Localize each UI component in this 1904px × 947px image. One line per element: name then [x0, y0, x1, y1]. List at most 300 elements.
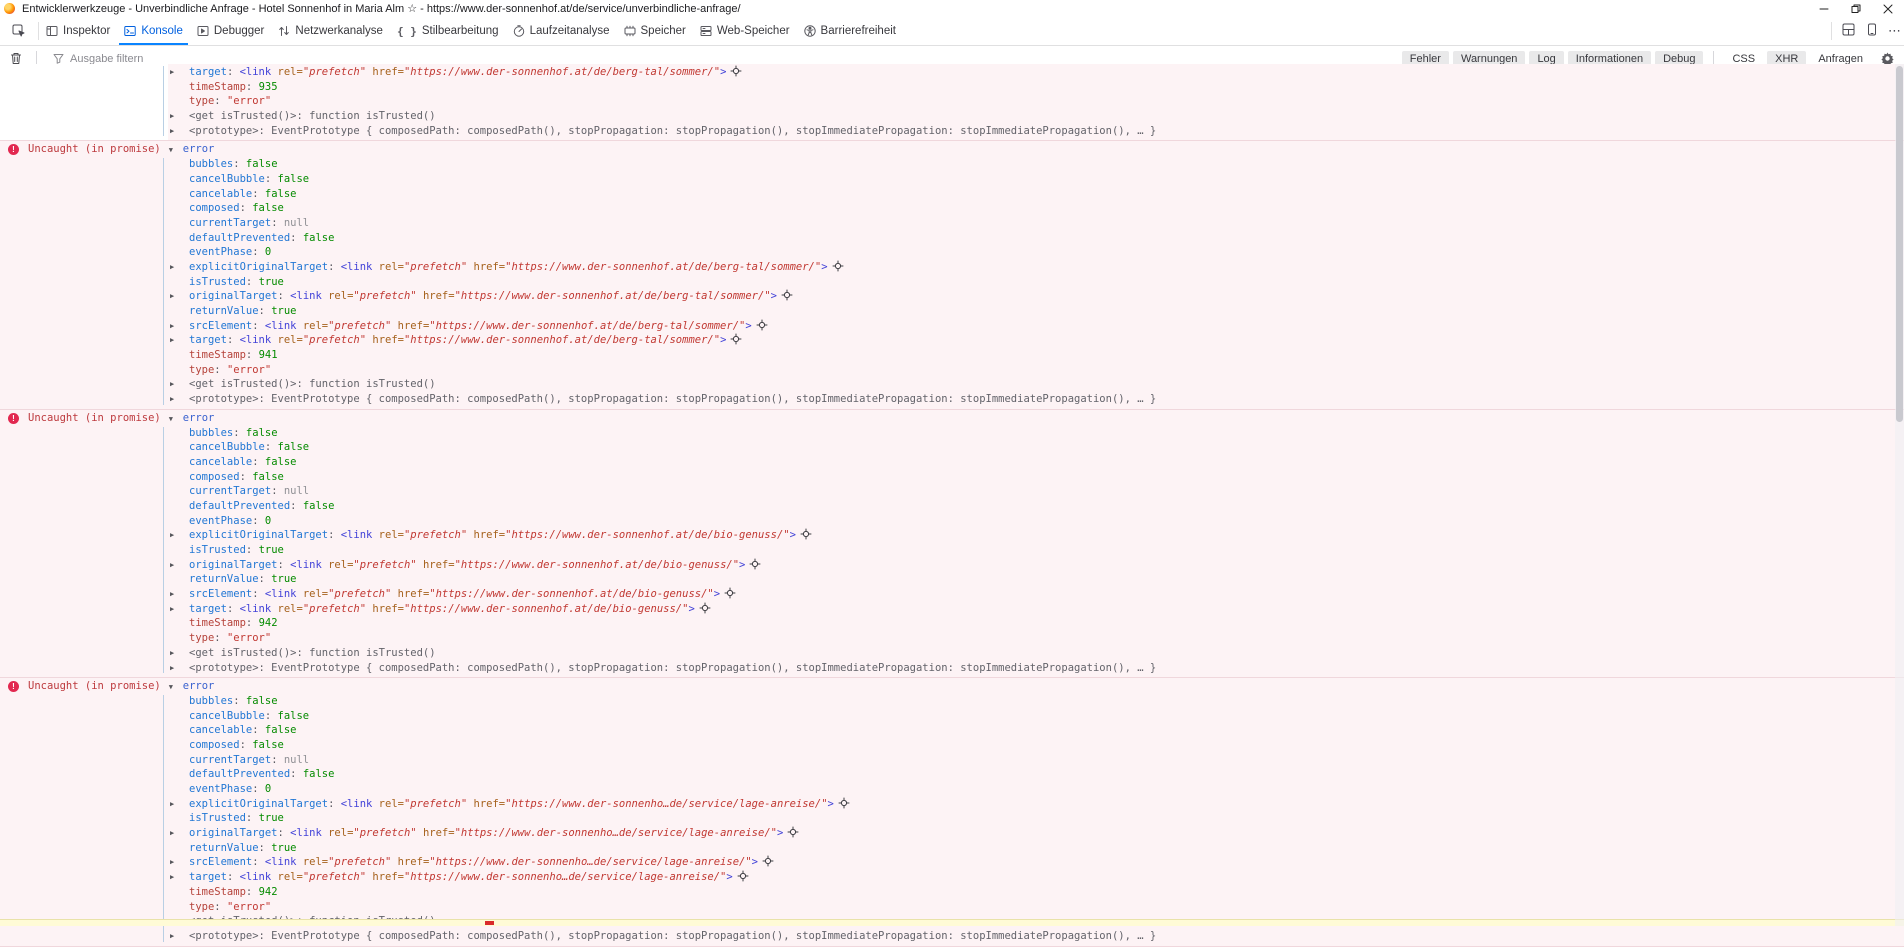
window-title: Entwicklerwerkzeuge - Unverbindliche Anfrage - Hotel Sonnenhof in Maria Alm ☆ - https://www.der-sonnenhof.at/de/service/unverbindliche-anfrage/ — [22, 3, 741, 15]
error-message-text: Uncaught (in promise) — [28, 143, 161, 156]
inspect-node-icon[interactable] — [750, 559, 760, 574]
property-value: false — [245, 158, 278, 171]
tab-label: Netzwerkanalyse — [295, 25, 383, 37]
object-property-row — [0, 455, 1904, 470]
filter-button-anfragen[interactable]: Anfragen — [1818, 52, 1863, 65]
devtools-tabbar — [0, 17, 1904, 46]
property-separator: : — [252, 514, 265, 527]
property-separator: : — [245, 349, 259, 362]
dom-node-attr-name: href= — [473, 797, 506, 810]
object-property-row — [0, 782, 1904, 797]
dom-node-tag: <link — [264, 856, 303, 869]
dom-node-attr-value: "prefetch" — [353, 290, 423, 303]
dom-node-attr-name: rel= — [277, 334, 303, 347]
property-separator: : — [252, 783, 265, 795]
tab-label: Stilbearbeitung — [421, 25, 499, 37]
dom-node-attr-name: href= — [473, 260, 506, 273]
expand-arrow-icon[interactable]: ▶ — [170, 829, 175, 838]
dom-node-tag: > — [789, 529, 796, 542]
warning-row-red-mark — [485, 921, 494, 925]
property-separator: : — [264, 441, 278, 454]
property-separator: : — [271, 216, 284, 229]
dom-node-attr-name: rel= — [302, 319, 329, 332]
property-value: false — [245, 426, 278, 439]
property-name: type — [189, 632, 215, 645]
property-separator: : — [277, 827, 291, 840]
property-name: cancelable — [189, 455, 253, 468]
dom-node-attr-name: href= — [397, 856, 430, 869]
property-name: cancelBubble — [189, 709, 265, 722]
object-property-row — [0, 275, 1904, 290]
property-separator: : — [290, 768, 303, 781]
expand-arrow-icon[interactable]: ▼ — [168, 146, 173, 155]
inspect-node-icon[interactable] — [801, 529, 811, 544]
object-property-row — [0, 426, 1904, 441]
dom-node-attr-value: "prefetch" — [302, 334, 373, 347]
console-error-message — [0, 679, 1904, 694]
dom-node-link[interactable] — [341, 529, 811, 541]
property-value: false — [277, 709, 310, 722]
dom-node-tag: <link — [290, 290, 329, 303]
property-value: 942 — [258, 617, 278, 630]
property-value: false — [264, 724, 297, 737]
error-message-text: Uncaught (in promise) — [28, 680, 161, 693]
dom-node-link[interactable] — [290, 290, 792, 302]
console-error-message — [0, 411, 1904, 426]
property-name: currentTarget — [189, 216, 272, 229]
object-property-row — [0, 870, 1904, 885]
error-message-text: Uncaught (in promise) — [28, 411, 161, 424]
property-separator: : — [245, 812, 259, 825]
expand-arrow-icon[interactable]: ▶ — [170, 336, 175, 345]
console-output-area — [0, 64, 1904, 942]
tab-label: Web-Speicher — [716, 25, 790, 37]
property-name: cancelBubble — [189, 172, 265, 185]
property-separator: : — [239, 470, 253, 483]
property-name: explicitOriginalTarget — [189, 260, 329, 273]
object-property-row — [0, 319, 1904, 334]
inspect-node-icon[interactable] — [731, 334, 741, 349]
property-value: true — [271, 841, 297, 854]
expand-arrow-icon[interactable]: ▶ — [170, 126, 175, 135]
property-name: srcElement — [189, 588, 253, 601]
object-property-row — [0, 885, 1904, 900]
object-property-row — [0, 811, 1904, 826]
property-name: timeStamp — [189, 349, 246, 362]
dom-node-attr-value: "prefetch" — [328, 856, 398, 869]
getter-row-text: <get isTrusted()>: function isTrusted() — [189, 646, 436, 659]
dom-node-attr-name: rel= — [328, 827, 354, 840]
property-separator: : — [271, 753, 284, 766]
property-value: "error" — [226, 632, 272, 645]
property-separator: : — [239, 202, 253, 215]
object-tree — [0, 157, 1904, 407]
object-property-row — [0, 499, 1904, 514]
property-separator: : — [226, 334, 240, 347]
close-icon[interactable] — [1872, 0, 1904, 17]
prototype-row-text: <prototype>: EventPrototype { composedPath: composedPath(), stopPropagation: stopPropagation(), stopImmediatePropagation: stopImmediatePropagation(), … } — [189, 661, 1157, 674]
property-separator: : — [277, 558, 291, 571]
property-value: true — [258, 275, 284, 288]
dom-node-href-value: "https://www.der-sonnenhof.at/de/berg-tal/sommer/" — [454, 290, 771, 303]
dom-node-attr-name: rel= — [328, 290, 354, 303]
property-value: "error" — [226, 363, 272, 376]
prototype-row-text: <prototype>: EventPrototype { composedPath: composedPath(), stopPropagation: stopPropagation(), stopImmediatePropagation: stopImmediatePropagation(), … } — [189, 124, 1157, 137]
tabbar-separator — [1831, 22, 1832, 40]
property-separator: : — [258, 305, 272, 317]
object-property-row — [0, 767, 1904, 782]
property-separator: : — [258, 573, 272, 586]
tabs-container — [39, 17, 903, 45]
property-separator: : — [233, 694, 246, 707]
object-property-row — [0, 245, 1904, 260]
dom-node-tag: <link — [239, 602, 278, 615]
dom-node-attr-name: rel= — [328, 558, 354, 571]
filter-button-debug[interactable]: Debug — [1655, 51, 1703, 67]
dom-node-href-value: "https://www.der-sonnenhof.at/de/bio-genuss/" — [429, 588, 714, 601]
node-picker-icon[interactable] — [0, 17, 38, 45]
tab-speicher[interactable] — [617, 17, 693, 45]
dom-node-tag: > — [713, 588, 721, 601]
property-name: isTrusted — [189, 812, 246, 825]
expand-arrow-icon[interactable]: ▶ — [170, 292, 175, 301]
object-property-row — [0, 855, 1904, 870]
object-property-row — [0, 753, 1904, 768]
property-value: 0 — [264, 514, 272, 527]
inspect-node-icon[interactable] — [782, 290, 792, 305]
object-property-row — [0, 514, 1904, 529]
object-property-row — [0, 797, 1904, 812]
property-name: defaultPrevented — [189, 231, 291, 244]
property-name: isTrusted — [189, 544, 246, 556]
getter-row-text: <get isTrusted()>: function isTrusted() — [189, 378, 436, 391]
property-value: 942 — [258, 885, 278, 898]
inspect-node-icon[interactable] — [788, 827, 798, 842]
property-value: false — [264, 187, 297, 200]
minimize-button[interactable] — [1808, 0, 1840, 17]
dom-node-href-value: "https://www.der-sonnenhof.at/de/berg-tal/sommer/" — [505, 260, 822, 273]
dom-node-attr-name: rel= — [302, 588, 329, 601]
property-separator: : — [226, 66, 240, 78]
object-property-row — [0, 289, 1904, 304]
dom-node-attr-value: "prefetch" — [403, 797, 474, 810]
object-property-row — [0, 65, 1904, 80]
object-property-row — [0, 470, 1904, 485]
netzwerkanalyse-icon — [278, 25, 290, 37]
tab-label: Barrierefreiheit — [820, 25, 896, 37]
dom-node-link[interactable] — [240, 66, 742, 78]
property-separator: : — [245, 544, 259, 556]
property-name: timeStamp — [189, 617, 246, 630]
property-separator: : — [214, 95, 227, 108]
object-property-row — [0, 157, 1904, 172]
tab-web-speicher[interactable] — [693, 17, 797, 45]
filter-input[interactable]: Ausgabe filtern — [70, 52, 144, 65]
object-property-row — [0, 304, 1904, 319]
console-error-block — [0, 141, 1904, 409]
expand-arrow-icon[interactable]: ▶ — [170, 395, 175, 404]
tab-inspektor[interactable] — [39, 17, 117, 45]
property-separator: : — [245, 275, 259, 288]
dom-node-tag: > — [726, 871, 733, 884]
expand-arrow-icon[interactable]: ▶ — [170, 380, 175, 389]
barrierefreiheit-icon — [804, 25, 816, 37]
object-tree — [0, 426, 1904, 676]
inspect-node-icon[interactable] — [833, 261, 843, 276]
property-value: 0 — [264, 783, 272, 795]
property-name: explicitOriginalTarget — [189, 797, 329, 810]
tab-netzwerkanalyse[interactable] — [271, 17, 390, 45]
tab-label: Laufzeitanalyse — [529, 25, 610, 37]
speicher-icon — [624, 25, 636, 37]
property-value: "error" — [226, 900, 272, 913]
property-name: returnValue — [189, 841, 259, 854]
dom-node-href-value: "https://www.der-sonnenho…de/service/lage-anreise/" — [505, 797, 828, 810]
expand-arrow-icon[interactable]: ▶ — [170, 112, 175, 121]
property-name: type — [189, 363, 215, 376]
object-property-row — [0, 587, 1904, 602]
filter-button-css[interactable]: CSS — [1732, 52, 1756, 65]
property-separator: : — [233, 426, 246, 439]
dom-node-attr-name: rel= — [277, 602, 303, 615]
dom-node-tag: > — [745, 319, 752, 332]
dom-node-link[interactable] — [265, 320, 767, 332]
inspect-node-icon[interactable] — [839, 798, 849, 813]
object-property-row — [0, 201, 1904, 216]
object-property-row — [0, 602, 1904, 617]
dom-node-link[interactable] — [240, 603, 710, 615]
dom-node-href-value: "https://www.der-sonnenho…de/service/lage-anreise/" — [454, 827, 777, 840]
object-property-row — [0, 377, 1904, 392]
error-icon: ! — [8, 413, 19, 424]
property-value: false — [277, 172, 310, 185]
property-separator: : — [252, 455, 265, 468]
dom-node-attr-value: "prefetch" — [353, 827, 423, 840]
property-value: false — [302, 231, 335, 244]
property-value: null — [283, 753, 310, 766]
object-property-row — [0, 543, 1904, 558]
object-property-row — [0, 929, 1904, 944]
dom-node-tag: > — [821, 260, 828, 273]
expand-arrow-icon[interactable]: ▶ — [170, 531, 175, 540]
property-separator: : — [258, 841, 272, 854]
responsive-design-icon[interactable] — [1865, 23, 1878, 39]
dom-node-tag: > — [688, 602, 695, 615]
expand-arrow-icon[interactable]: ▶ — [170, 604, 175, 613]
tab-label: Speicher — [640, 25, 686, 37]
property-name: originalTarget — [189, 827, 278, 840]
meatball-menu-icon[interactable]: ⋯ — [1888, 23, 1902, 38]
dom-node-attr-name: href= — [422, 827, 455, 840]
expand-arrow-icon[interactable]: ▼ — [168, 414, 173, 423]
expand-arrow-icon[interactable]: ▶ — [170, 648, 175, 657]
filter-button-warnungen[interactable]: Warnungen — [1453, 51, 1525, 67]
expand-arrow-icon[interactable]: ▶ — [170, 68, 175, 76]
dom-node-link[interactable] — [290, 559, 760, 571]
property-value: true — [271, 573, 297, 586]
dom-node-link[interactable] — [240, 334, 742, 346]
expand-arrow-icon[interactable]: ▶ — [170, 858, 175, 867]
dom-node-href-value: "https://www.der-sonnenhof.at/de/bio-genuss/" — [454, 558, 740, 571]
console-error-block — [0, 64, 1904, 141]
dom-node-tag: > — [751, 856, 758, 869]
expand-arrow-icon[interactable]: ▶ — [170, 590, 175, 599]
property-value: 941 — [258, 349, 278, 362]
tab-label: Konsole — [141, 25, 183, 37]
object-property-row — [0, 187, 1904, 202]
dom-node-link[interactable] — [290, 827, 798, 839]
dom-node-link[interactable] — [240, 871, 748, 883]
dom-node-attr-value: "prefetch" — [403, 260, 474, 273]
inspect-node-icon[interactable] — [757, 320, 767, 335]
dom-node-link[interactable] — [265, 856, 773, 868]
property-separator: : — [214, 632, 227, 645]
warning-message-row — [0, 919, 1904, 926]
dom-node-tag: <link — [340, 529, 379, 542]
dom-node-tag: <link — [340, 797, 379, 810]
dom-node-tag: <link — [264, 588, 303, 601]
dom-node-link[interactable] — [265, 588, 735, 600]
filter-button-log[interactable]: Log — [1529, 51, 1563, 67]
property-name: currentTarget — [189, 753, 272, 766]
tab-debugger[interactable] — [190, 17, 272, 45]
console-error-block — [0, 678, 1904, 946]
object-property-row — [0, 661, 1904, 676]
tab-laufzeitanalyse[interactable] — [506, 17, 617, 45]
filter-button-fehler[interactable]: Fehler — [1402, 51, 1449, 67]
property-name: target — [189, 602, 227, 615]
scrollbar-thumb[interactable] — [1896, 66, 1903, 422]
property-name: srcElement — [189, 319, 253, 332]
inspect-node-icon[interactable] — [738, 871, 748, 886]
property-name: returnValue — [189, 305, 259, 317]
property-separator: : — [328, 529, 341, 542]
dom-node-tag: <link — [264, 319, 303, 332]
object-property-row — [0, 826, 1904, 841]
dom-node-tag: > — [776, 827, 784, 840]
property-value: false — [252, 738, 284, 751]
dom-node-attr-name: rel= — [378, 260, 404, 273]
object-property-row — [0, 363, 1904, 378]
dom-node-href-value: "https://www.der-sonnenho…de/service/lage-anreise/" — [429, 856, 752, 869]
object-tree — [0, 65, 1904, 138]
expand-arrow-icon[interactable]: ▶ — [170, 799, 175, 808]
tab-konsole[interactable] — [117, 17, 190, 45]
object-property-row — [0, 631, 1904, 646]
expand-arrow-icon[interactable]: ▼ — [168, 683, 173, 692]
tab-barrierefreiheit[interactable] — [797, 17, 903, 45]
inspect-node-icon[interactable] — [700, 603, 710, 618]
dom-node-href-value: "https://www.der-sonnenhof.at/de/berg-tal/sommer/" — [429, 319, 746, 332]
tab-stilbearbeitung[interactable] — [390, 17, 506, 45]
property-separator: : — [245, 617, 259, 630]
property-name: composed — [189, 470, 240, 483]
dom-node-href-value: "https://www.der-sonnenhof.at/de/berg-tal/sommer/" — [403, 334, 721, 347]
object-tree — [0, 694, 1904, 944]
split-console-icon[interactable] — [1842, 23, 1855, 39]
property-name: returnValue — [189, 573, 259, 586]
inspect-node-icon[interactable] — [725, 588, 735, 603]
laufzeitanalyse-icon — [513, 25, 525, 37]
inspect-node-icon[interactable] — [763, 856, 773, 871]
dom-node-attr-value: "prefetch" — [302, 66, 373, 78]
expand-arrow-icon[interactable]: ▶ — [170, 663, 175, 672]
property-name: originalTarget — [189, 558, 278, 571]
property-name: explicitOriginalTarget — [189, 529, 329, 542]
object-property-row — [0, 528, 1904, 543]
inspect-node-icon[interactable] — [731, 66, 741, 81]
property-name: defaultPrevented — [189, 499, 291, 512]
vertical-scrollbar — [1895, 64, 1904, 926]
dom-node-attr-value: "prefetch" — [328, 588, 398, 601]
property-name: eventPhase — [189, 246, 253, 259]
property-name: eventPhase — [189, 514, 253, 527]
property-name: originalTarget — [189, 290, 278, 303]
expand-arrow-icon[interactable]: ▶ — [170, 931, 175, 940]
property-name: type — [189, 95, 215, 108]
property-separator: : — [277, 290, 291, 303]
dom-node-href-value: "https://www.der-sonnenho…de/service/lage-anreise/" — [403, 871, 727, 884]
object-property-row — [0, 646, 1904, 661]
dom-node-href-value: "https://www.der-sonnenhof.at/de/bio-genuss/" — [505, 529, 790, 542]
konsole-icon — [124, 25, 136, 37]
web-speicher-icon — [700, 25, 712, 37]
object-property-row — [0, 333, 1904, 348]
property-name: composed — [189, 738, 240, 751]
property-separator: : — [226, 871, 240, 884]
error-icon: ! — [8, 144, 19, 155]
expand-arrow-icon[interactable]: ▶ — [170, 321, 175, 330]
property-name: bubbles — [189, 426, 234, 439]
property-value: true — [258, 812, 284, 825]
property-value: null — [283, 216, 310, 229]
property-name: isTrusted — [189, 275, 246, 288]
filter-button-xhr[interactable]: XHR — [1767, 51, 1806, 67]
dom-node-link[interactable] — [341, 261, 843, 273]
property-value: false — [302, 768, 335, 781]
property-value: false — [277, 441, 310, 454]
expand-arrow-icon[interactable]: ▶ — [170, 262, 175, 271]
dom-node-tag: <link — [290, 827, 329, 840]
property-separator: : — [214, 363, 227, 376]
property-value: false — [264, 455, 297, 468]
property-value: "error" — [226, 95, 272, 108]
dom-node-attr-name: href= — [372, 334, 404, 347]
object-property-row — [0, 94, 1904, 109]
dom-node-tag: <link — [239, 334, 278, 347]
object-property-row — [0, 260, 1904, 275]
property-name: cancelBubble — [189, 441, 265, 454]
expand-arrow-icon[interactable]: ▶ — [170, 873, 175, 882]
filter-button-informationen[interactable]: Informationen — [1568, 51, 1651, 67]
event-object-class: error — [182, 411, 215, 424]
console-error-message — [0, 142, 1904, 157]
dom-node-tag: <link — [239, 871, 278, 884]
tab-label: Debugger — [213, 25, 265, 37]
expand-arrow-icon[interactable]: ▶ — [170, 560, 175, 569]
getter-row-text: <get isTrusted()>: function isTrusted() — [189, 110, 436, 123]
tabbar-right-controls — [1831, 17, 1904, 45]
dom-node-tag: > — [770, 290, 777, 303]
property-name: target — [189, 66, 227, 78]
property-name: target — [189, 334, 227, 347]
property-separator: : — [252, 246, 265, 259]
dom-node-link[interactable] — [341, 798, 849, 810]
restore-button[interactable] — [1840, 0, 1872, 17]
dom-node-attr-name: href= — [372, 602, 404, 615]
object-property-row — [0, 392, 1904, 407]
property-value: false — [302, 499, 335, 512]
